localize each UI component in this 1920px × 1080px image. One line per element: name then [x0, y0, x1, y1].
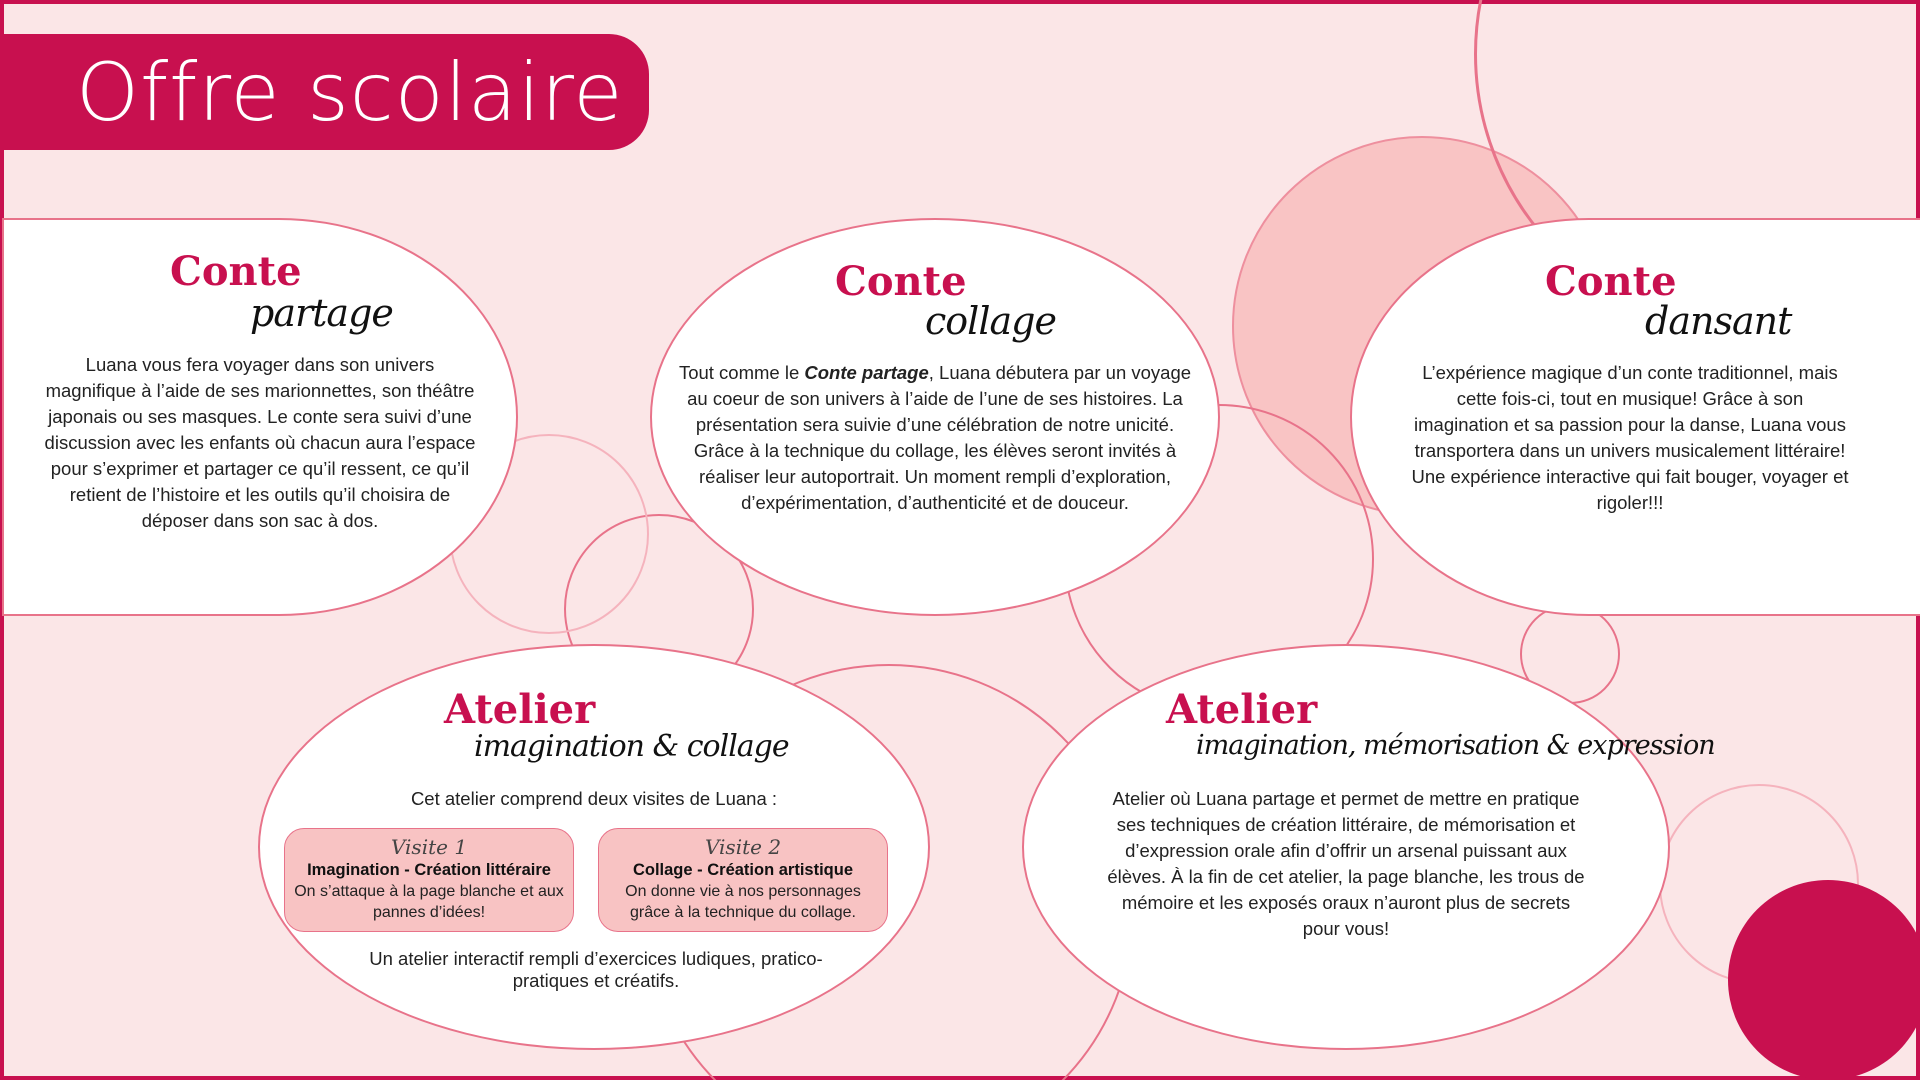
- card-description: Luana vous fera voyager dans son univers magnifique à l’aide de ses marionnettes, son théâtre japonais ou ses masques. Le conte sera suivi d’une discussion avec les enfants où chacun aura l’espace pour s’exprimer et partager ce qu’il ressent, ce qu’il retient de l’histoire et les outils qu’il choisira de déposer dans son sac à dos.: [44, 354, 476, 531]
- visit-subtitle: Collage - Création artistique: [632, 861, 854, 879]
- visit-title: Visite 2: [704, 835, 782, 859]
- card-heading: [1096, 686, 1715, 776]
- card-description: Atelier où Luana partage et permet de mettre en pratique ses techniques de création littéraire, de mémorisation et d’expression orale afin d’offrir un arsenal puissant aux élèves. À la fin de cet atelier, la page blanche, les trous de mémoire et les exposés oraux n’auront plus de secrets pour vous!: [1107, 788, 1585, 939]
- card-heading: [835, 258, 1075, 352]
- card-description: [675, 360, 1195, 516]
- decor-circle-solid-bottom-right: [1728, 880, 1920, 1080]
- text-emphasis: Conte partage: [804, 362, 929, 383]
- heading-main: Atelier: [1166, 686, 1318, 733]
- title-banner: [4, 34, 649, 150]
- visit-description: On donne vie à nos personnages grâce à la technique du collage.: [625, 883, 861, 921]
- heading-main: Atelier: [444, 686, 596, 733]
- atelier-outro: Un atelier interactif rempli d’exercices ludiques, pratico-pratiques et créatifs.: [369, 948, 823, 991]
- card-heading: [444, 686, 789, 776]
- heading-sub: partage: [250, 291, 393, 335]
- heading-main: Conte: [170, 248, 302, 295]
- card-conte-collage: [650, 218, 1220, 616]
- visit-description: On s’attaque à la page blanche et aux pannes d’idées!: [294, 883, 564, 921]
- card-conte-dansant: [1350, 218, 1920, 616]
- card-atelier-collage: [258, 644, 930, 1050]
- card-heading: [1545, 258, 1792, 352]
- card-atelier-expression: [1022, 644, 1715, 1050]
- heading-sub: collage: [925, 299, 1056, 343]
- heading-sub: dansant: [1645, 299, 1792, 343]
- card-conte-partage: [2, 218, 518, 616]
- heading-main: Conte: [1545, 258, 1677, 305]
- heading-sub: imagination & collage: [474, 729, 789, 764]
- card-description: L’expérience magique d’un conte traditionnel, mais cette fois-ci, tout en musique! Grâce à son imagination et sa passion pour la danse, Luana vous transportera dans un univers musicalement littéraire! Une expérience interactive qui fait bouger, voyager et rigoler!!!: [1411, 362, 1849, 513]
- card-heading: [170, 248, 393, 342]
- text-before: Tout comme le: [678, 362, 805, 383]
- text-after: , Luana débutera par un voyage au coeur de son univers à l’aide de l’une de ses histoires. La présentation sera suivie d’une célébration de notre unicité. Grâce à la technique du collage, les élèves seront invités à réaliser leur autoportrait. Un moment rempli d’exploration, d’expérimentation, d’authenticité et de douceur.: [687, 362, 1192, 513]
- visit-subtitle: Imagination - Création littéraire: [307, 861, 551, 879]
- atelier-intro: Cet atelier comprend deux visites de Luana :: [410, 788, 778, 809]
- heading-sub: imagination, mémorisation & expression: [1196, 730, 1715, 761]
- visit-card-1: [284, 828, 574, 932]
- heading-main: Conte: [835, 258, 967, 305]
- page-title: Offre scolaire: [76, 45, 624, 139]
- visit-card-2: [598, 828, 888, 932]
- visit-title: Visite 1: [390, 835, 468, 859]
